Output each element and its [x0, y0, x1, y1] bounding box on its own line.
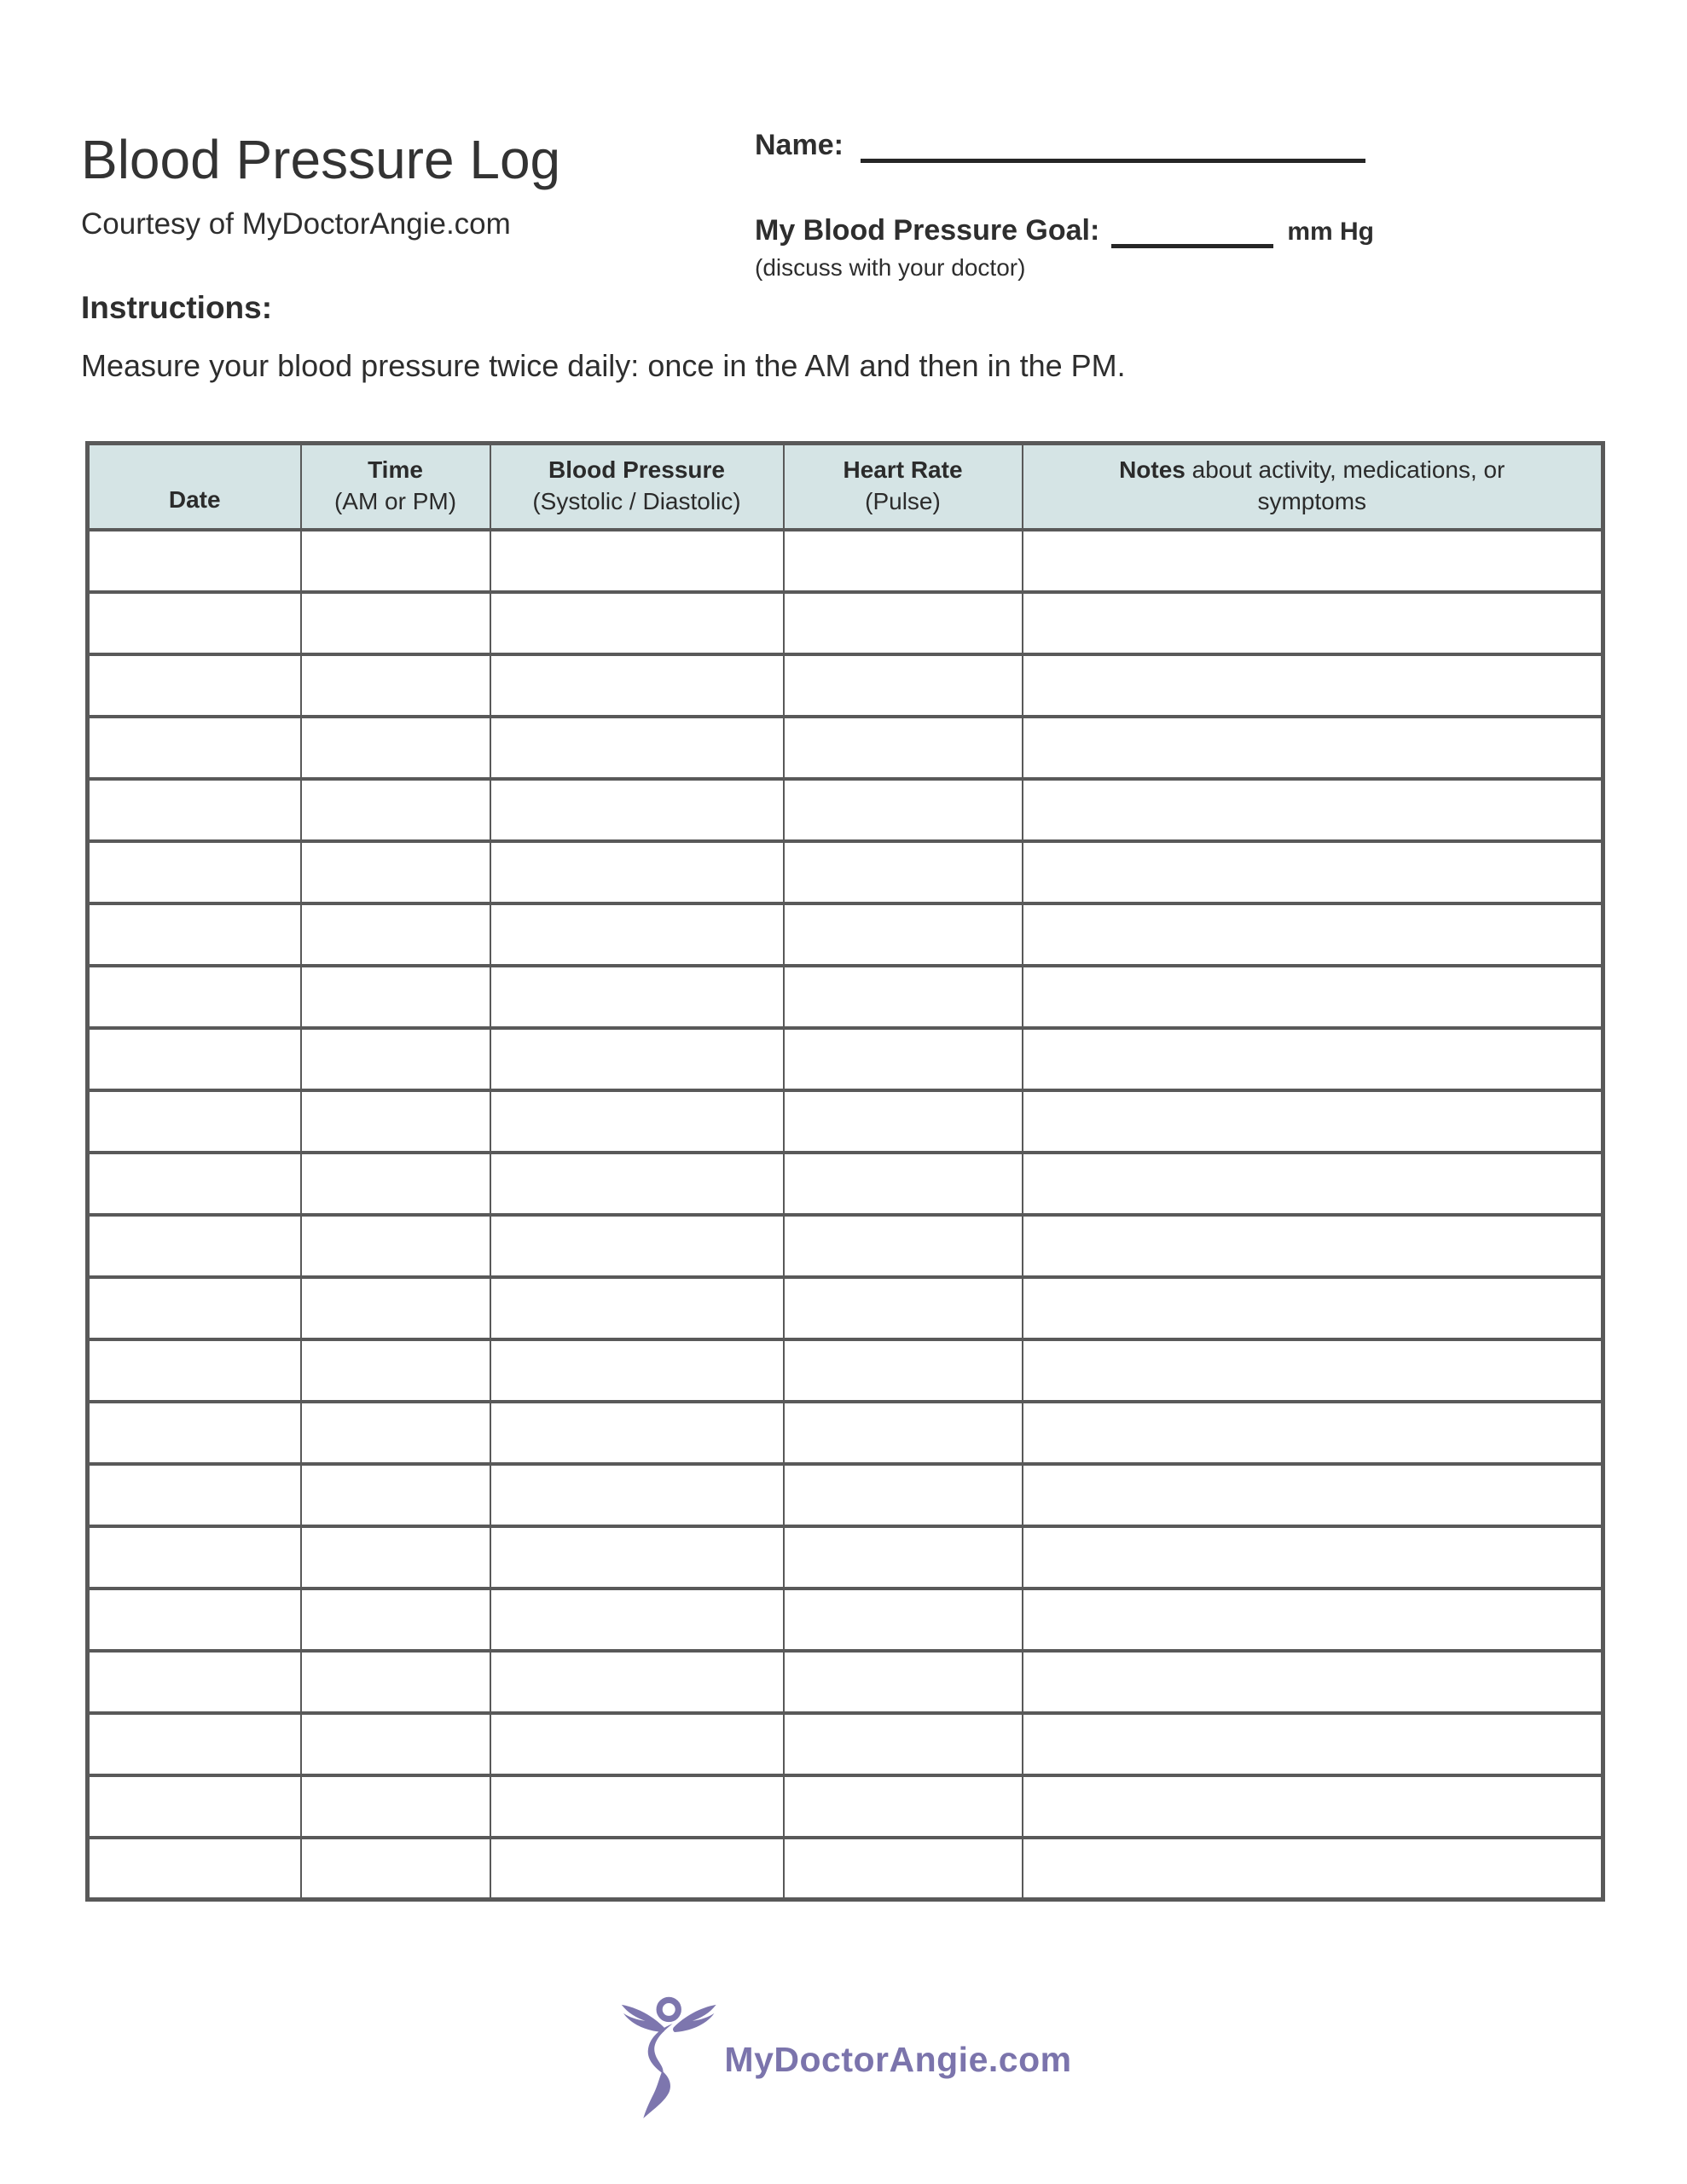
table-cell-date: [88, 530, 301, 592]
table-row: [88, 1090, 1603, 1153]
table-row: [88, 1277, 1603, 1339]
table-cell-notes: [1023, 1526, 1603, 1589]
table-cell-notes: [1023, 1775, 1603, 1838]
table-row: [88, 654, 1603, 717]
goal-note: (discuss with your doctor): [755, 254, 1026, 281]
instructions-body: Measure your blood pressure twice daily: once in the AM and then in the PM.: [81, 348, 1126, 383]
table-cell-date: [88, 717, 301, 779]
table-cell-date: [88, 592, 301, 654]
table-cell-heart_rate: [784, 1028, 1023, 1090]
table-cell-time: [301, 966, 490, 1028]
table-cell-date: [88, 1090, 301, 1153]
table-cell-blood_pressure: [490, 1589, 784, 1651]
table-cell-blood_pressure: [490, 1090, 784, 1153]
table-cell-heart_rate: [784, 1339, 1023, 1402]
table-cell-blood_pressure: [490, 1277, 784, 1339]
table-row: [88, 779, 1603, 841]
name-field-row: [755, 128, 1365, 163]
table-cell-notes: [1023, 841, 1603, 903]
table-cell-notes: [1023, 1464, 1603, 1526]
table-cell-time: [301, 1838, 490, 1900]
table-cell-date: [88, 1215, 301, 1277]
table-cell-heart_rate: [784, 1215, 1023, 1277]
table-cell-notes: [1023, 1713, 1603, 1775]
footer-brand-block: [0, 1996, 1687, 2123]
table-cell-time: [301, 1277, 490, 1339]
table-cell-heart_rate: [784, 1713, 1023, 1775]
table-cell-date: [88, 1651, 301, 1713]
table-cell-time: [301, 1589, 490, 1651]
table-row: [88, 1153, 1603, 1215]
table-cell-notes: [1023, 1339, 1603, 1402]
table-cell-time: [301, 654, 490, 717]
table-cell-heart_rate: [784, 1838, 1023, 1900]
table-cell-heart_rate: [784, 779, 1023, 841]
table-cell-blood_pressure: [490, 1028, 784, 1090]
table-cell-blood_pressure: [490, 1464, 784, 1526]
col-header-blood-pressure: Blood Pressure (Systolic / Diastolic): [490, 444, 784, 530]
table-cell-notes: [1023, 1402, 1603, 1464]
table-cell-heart_rate: [784, 1277, 1023, 1339]
col-header-date: Date: [88, 444, 301, 530]
instructions-heading: Instructions:: [81, 290, 273, 325]
table-cell-blood_pressure: [490, 1651, 784, 1713]
table-cell-blood_pressure: [490, 779, 784, 841]
table-row: [88, 530, 1603, 592]
table-cell-notes: [1023, 1215, 1603, 1277]
table-cell-heart_rate: [784, 592, 1023, 654]
table-cell-heart_rate: [784, 841, 1023, 903]
table-cell-blood_pressure: [490, 717, 784, 779]
table-cell-notes: [1023, 1838, 1603, 1900]
table-cell-blood_pressure: [490, 1215, 784, 1277]
table-row: [88, 592, 1603, 654]
table-row: [88, 1339, 1603, 1402]
page-title: Blood Pressure Log: [81, 129, 561, 190]
table-row: [88, 1589, 1603, 1651]
footer-brand-text: MyDoctorAngie.com: [724, 2039, 1072, 2079]
table-cell-heart_rate: [784, 1090, 1023, 1153]
table-row: [88, 1215, 1603, 1277]
table-cell-notes: [1023, 592, 1603, 654]
table-cell-heart_rate: [784, 654, 1023, 717]
table-cell-time: [301, 1090, 490, 1153]
table-row: [88, 717, 1603, 779]
table-cell-heart_rate: [784, 1153, 1023, 1215]
table-cell-blood_pressure: [490, 654, 784, 717]
col-header-heart-rate: Heart Rate (Pulse): [784, 444, 1023, 530]
goal-blank-line: [1111, 218, 1273, 248]
table-cell-time: [301, 530, 490, 592]
table-cell-date: [88, 1464, 301, 1526]
table-cell-blood_pressure: [490, 966, 784, 1028]
table-cell-time: [301, 1402, 490, 1464]
bp-log-table: [85, 441, 1605, 1902]
table-cell-time: [301, 1215, 490, 1277]
table-cell-date: [88, 1277, 301, 1339]
table-cell-notes: [1023, 717, 1603, 779]
table-row: [88, 841, 1603, 903]
table-cell-date: [88, 1153, 301, 1215]
table-cell-date: [88, 1028, 301, 1090]
table-cell-time: [301, 903, 490, 966]
table-cell-time: [301, 717, 490, 779]
table-cell-date: [88, 1526, 301, 1589]
table-cell-heart_rate: [784, 1589, 1023, 1651]
winged-figure-icon: [615, 1993, 719, 2123]
table-cell-blood_pressure: [490, 841, 784, 903]
page-subtitle: Courtesy of MyDoctorAngie.com: [81, 207, 511, 241]
table-row: [88, 1651, 1603, 1713]
table-cell-blood_pressure: [490, 1153, 784, 1215]
table-cell-date: [88, 779, 301, 841]
table-cell-blood_pressure: [490, 1838, 784, 1900]
table-cell-notes: [1023, 1090, 1603, 1153]
col-header-notes: Notes about activity, medications, or symptoms: [1023, 444, 1603, 530]
table-cell-notes: [1023, 1153, 1603, 1215]
table-cell-time: [301, 1028, 490, 1090]
table-cell-notes: [1023, 1589, 1603, 1651]
table-cell-notes: [1023, 903, 1603, 966]
table-cell-notes: [1023, 1028, 1603, 1090]
table-cell-notes: [1023, 779, 1603, 841]
goal-label: My Blood Pressure Goal:: [755, 214, 1100, 247]
table-cell-heart_rate: [784, 1775, 1023, 1838]
table-cell-notes: [1023, 654, 1603, 717]
name-blank-line: [861, 132, 1365, 163]
table-cell-blood_pressure: [490, 903, 784, 966]
table-cell-blood_pressure: [490, 1526, 784, 1589]
table-cell-heart_rate: [784, 903, 1023, 966]
table-cell-notes: [1023, 530, 1603, 592]
table-row: [88, 1402, 1603, 1464]
table-row: [88, 1028, 1603, 1090]
goal-field-row: [755, 213, 1374, 248]
table-row: [88, 1464, 1603, 1526]
table-cell-blood_pressure: [490, 1775, 784, 1838]
table-cell-time: [301, 1526, 490, 1589]
table-cell-time: [301, 841, 490, 903]
table-cell-time: [301, 1339, 490, 1402]
table-cell-notes: [1023, 1651, 1603, 1713]
table-row: [88, 966, 1603, 1028]
table-cell-date: [88, 1713, 301, 1775]
table-header-row: [88, 444, 1603, 530]
table-cell-time: [301, 1713, 490, 1775]
table-cell-heart_rate: [784, 1402, 1023, 1464]
table-cell-date: [88, 1838, 301, 1900]
table-cell-date: [88, 1589, 301, 1651]
table-cell-notes: [1023, 1277, 1603, 1339]
table-row: [88, 1775, 1603, 1838]
col-header-time: Time (AM or PM): [301, 444, 490, 530]
table-cell-date: [88, 1402, 301, 1464]
table-cell-time: [301, 779, 490, 841]
table-row: [88, 1838, 1603, 1900]
table-cell-date: [88, 966, 301, 1028]
table-cell-time: [301, 592, 490, 654]
table-cell-blood_pressure: [490, 1713, 784, 1775]
table-cell-heart_rate: [784, 1651, 1023, 1713]
table-cell-blood_pressure: [490, 1339, 784, 1402]
table-cell-blood_pressure: [490, 530, 784, 592]
table-cell-blood_pressure: [490, 1402, 784, 1464]
table-cell-notes: [1023, 966, 1603, 1028]
name-label: Name:: [755, 129, 844, 161]
table-cell-time: [301, 1153, 490, 1215]
table-cell-heart_rate: [784, 1464, 1023, 1526]
table-cell-date: [88, 903, 301, 966]
table-cell-date: [88, 841, 301, 903]
table-cell-heart_rate: [784, 530, 1023, 592]
table-cell-date: [88, 1775, 301, 1838]
table-row: [88, 903, 1603, 966]
table-cell-time: [301, 1651, 490, 1713]
table-cell-blood_pressure: [490, 592, 784, 654]
table-cell-date: [88, 1339, 301, 1402]
goal-unit-label: mm Hg: [1287, 218, 1375, 247]
table-cell-date: [88, 654, 301, 717]
table-row: [88, 1713, 1603, 1775]
table-cell-time: [301, 1464, 490, 1526]
table-cell-time: [301, 1775, 490, 1838]
table-cell-heart_rate: [784, 1526, 1023, 1589]
table-row: [88, 1526, 1603, 1589]
table-cell-heart_rate: [784, 717, 1023, 779]
table-cell-heart_rate: [784, 966, 1023, 1028]
